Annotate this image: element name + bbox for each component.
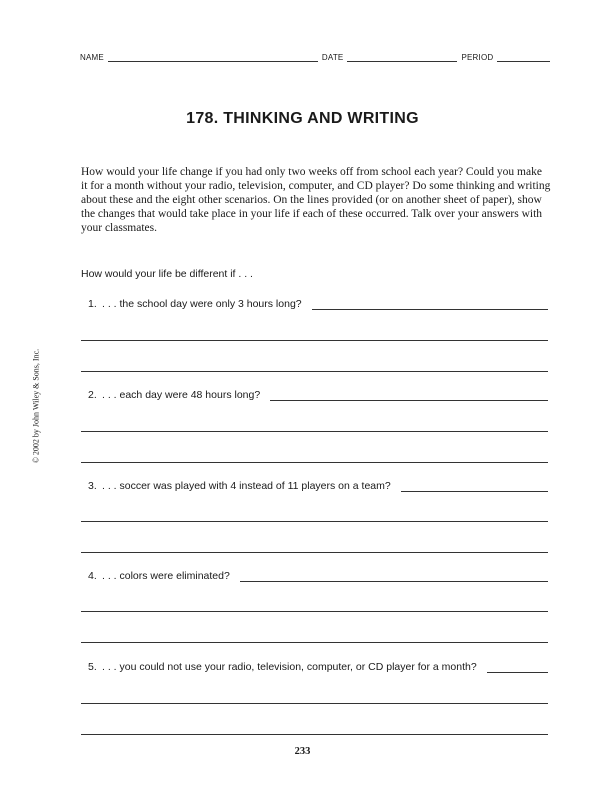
answer-line[interactable] <box>81 371 548 372</box>
answer-line[interactable] <box>81 521 548 522</box>
answer-line[interactable] <box>270 391 548 401</box>
page-number: 233 <box>294 746 311 757</box>
answer-line[interactable] <box>81 552 548 553</box>
name-blank[interactable] <box>108 55 318 62</box>
answer-line[interactable] <box>81 431 548 432</box>
date-label: DATE <box>321 53 344 62</box>
question-number: 2. <box>88 389 97 401</box>
answer-line[interactable] <box>81 734 548 735</box>
student-info-header <box>80 53 550 62</box>
date-blank[interactable] <box>347 55 457 62</box>
question-number: 1. <box>88 298 97 310</box>
answer-line[interactable] <box>312 300 548 310</box>
period-blank[interactable] <box>497 55 550 62</box>
answer-line[interactable] <box>81 642 548 643</box>
question-number: 5. <box>88 661 97 673</box>
intro-paragraph: How would your life change if you had only two weeks off from school each year? Could you make it for a month without your radio, television, computer, and CD player? Do some thinking and writing about these and the eight other scenarios. On the lines provided (or on another sheet of paper), show the changes that would take place in your life if each of these occurred. Talk over your answers with your classmates. <box>81 166 551 234</box>
question-text: . . . you could not use your radio, television, computer, or CD player for a month? <box>102 661 477 673</box>
copyright-notice: © 2002 by John Wiley & Sons, Inc. <box>31 348 41 464</box>
answer-line[interactable] <box>81 462 548 463</box>
question-text: . . . soccer was played with 4 instead of 11 players on a team? <box>102 480 391 492</box>
answer-line[interactable] <box>240 572 548 582</box>
answer-line[interactable] <box>401 482 548 492</box>
question-3 <box>88 480 548 492</box>
question-text: . . . colors were eliminated? <box>102 570 230 582</box>
question-1 <box>88 298 548 310</box>
question-number: 3. <box>88 480 97 492</box>
answer-line[interactable] <box>81 611 548 612</box>
question-5 <box>88 661 548 673</box>
question-prompt: How would your life be different if . . . <box>81 268 253 280</box>
question-2 <box>88 389 548 401</box>
name-label: NAME <box>80 53 104 62</box>
question-number: 4. <box>88 570 97 582</box>
page-title: 178. THINKING AND WRITING <box>186 110 419 127</box>
answer-line[interactable] <box>81 703 548 704</box>
period-label: PERIOD <box>461 53 494 62</box>
answer-line[interactable] <box>81 340 548 341</box>
question-text: . . . each day were 48 hours long? <box>102 389 261 401</box>
question-text: . . . the school day were only 3 hours long? <box>102 298 302 310</box>
question-4 <box>88 570 548 582</box>
answer-line[interactable] <box>487 663 548 673</box>
